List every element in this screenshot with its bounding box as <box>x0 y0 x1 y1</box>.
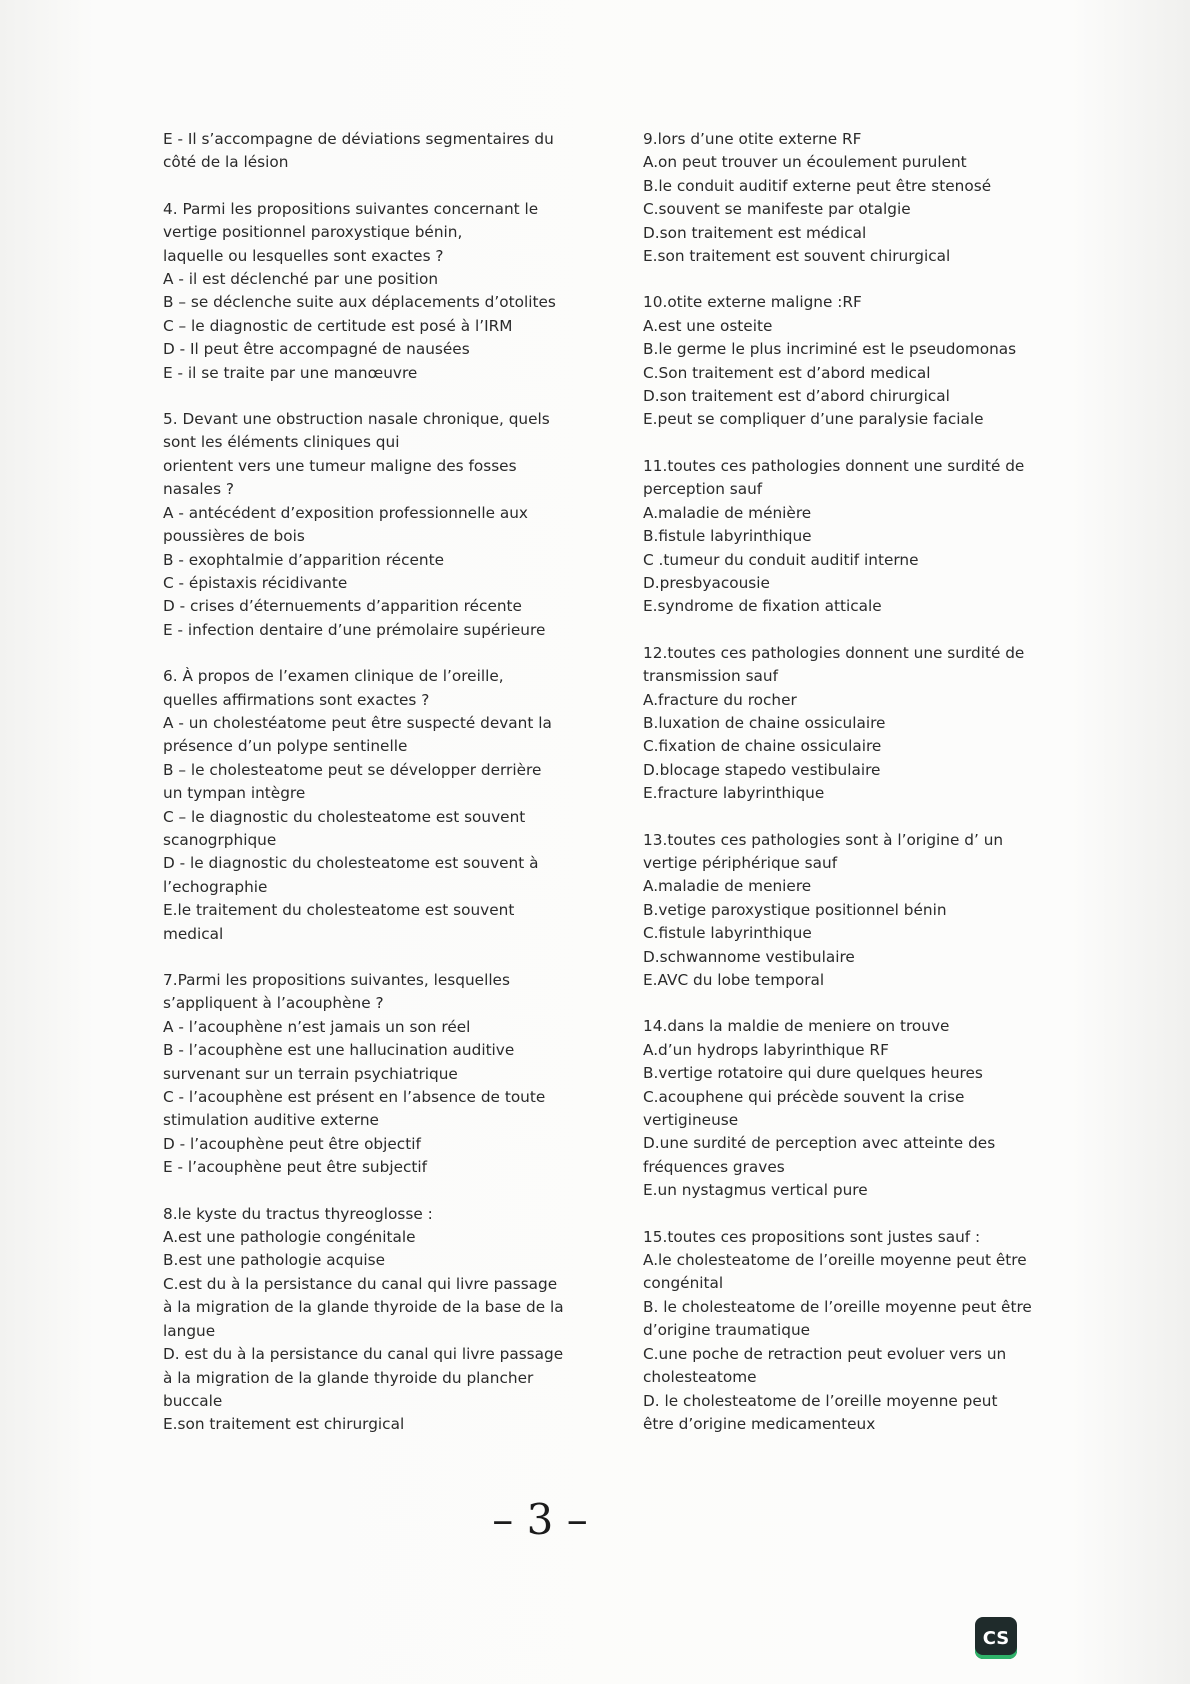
question-line: E.son traitement est chirurgical <box>163 1415 405 1434</box>
question-block-q11 <box>643 455 1053 619</box>
question-line: B.vetige paroxystique positionnel bénin <box>643 900 947 919</box>
question-block-q12 <box>643 642 1053 806</box>
question-line: A.maladie de meniere <box>643 877 812 896</box>
question-line: B.est une pathologie acquise <box>163 1251 386 1270</box>
question-line: E - infection dentaire d’une prémolaire supérieure <box>163 620 546 639</box>
question-block-q3-end <box>163 128 583 175</box>
question-line: orientent vers une tumeur maligne des fosses <box>163 456 517 475</box>
question-line: 7.Parmi les propositions suivantes, lesquelles <box>163 971 510 989</box>
question-line: scanogrphique <box>163 830 277 849</box>
question-line: B - exophtalmie d’apparition récente <box>163 550 445 569</box>
question-line: E.le traitement du cholesteatome est souvent <box>163 901 515 920</box>
question-line: nasales ? <box>163 480 235 499</box>
question-line: être d’origine medicamenteux <box>643 1414 876 1433</box>
question-line: vertige périphérique sauf <box>643 853 838 872</box>
question-line: 15.toutes ces propositions sont justes sauf : <box>643 1227 981 1246</box>
question-line: perception sauf <box>643 480 763 499</box>
question-line: 11.toutes ces pathologies donnent une surdité de <box>643 456 1025 475</box>
question-block-q6 <box>163 665 583 946</box>
question-line: D - Il peut être accompagné de nausées <box>163 340 470 359</box>
question-line: D. le cholesteatome de l’oreille moyenne peut <box>643 1391 998 1410</box>
question-line: E.fracture labyrinthique <box>643 784 825 803</box>
question-line: l’echographie <box>163 877 268 896</box>
left-column <box>163 128 583 1460</box>
question-line: d’origine traumatique <box>643 1321 811 1340</box>
question-line: présence d’un polype sentinelle <box>163 737 408 756</box>
question-line: B.vertige rotatoire qui dure quelques heures <box>643 1064 983 1083</box>
question-line: B - l’acouphène est une hallucination auditive <box>163 1041 515 1060</box>
question-line: B.luxation de chaine ossiculaire <box>643 713 886 732</box>
question-line: medical <box>163 924 224 943</box>
question-line: C .tumeur du conduit auditif interne <box>643 550 919 569</box>
question-line: C.souvent se manifeste par otalgie <box>643 200 911 219</box>
question-line: C.fistule labyrinthique <box>643 924 812 943</box>
question-line: C.est du à la persistance du canal qui livre passage <box>163 1274 558 1293</box>
question-line: survenant sur un terrain psychiatrique <box>163 1064 458 1083</box>
question-line: 12.toutes ces pathologies donnent une surdité de <box>643 643 1025 662</box>
question-line: quelles affirmations sont exactes ? <box>163 690 430 709</box>
question-line: sont les éléments cliniques qui <box>163 433 400 452</box>
question-line: D.son traitement est médical <box>643 223 867 242</box>
question-line: congénital <box>643 1274 724 1293</box>
question-block-q13 <box>643 829 1053 993</box>
question-block-q14 <box>643 1015 1053 1202</box>
question-line: à la migration de la glande thyroide de la base de la <box>163 1298 564 1317</box>
question-line: D.schwannome vestibulaire <box>643 947 855 966</box>
question-line: cholesteatome <box>643 1368 757 1387</box>
question-line: E.syndrome de fixation atticale <box>643 597 882 616</box>
question-line: C.une poche de retraction peut evoluer vers un <box>643 1344 1007 1363</box>
question-line: A.maladie de ménière <box>643 503 812 522</box>
camscanner-logo: CS <box>975 1617 1017 1659</box>
question-line: A - un cholestéatome peut être suspecté devant la <box>163 713 552 732</box>
question-line: transmission sauf <box>643 667 779 686</box>
question-line: A.le cholesteatome de l’oreille moyenne peut être <box>643 1251 1027 1270</box>
question-line: E.son traitement est souvent chirurgical <box>643 247 951 266</box>
question-line: A.est une pathologie congénitale <box>163 1228 416 1247</box>
question-line: B.le conduit auditif externe peut être stenosé <box>643 176 992 195</box>
question-line: 8.le kyste du tractus thyreoglosse : <box>163 1204 433 1223</box>
question-line: E - l’acouphène peut être subjectif <box>163 1158 428 1177</box>
question-line: 4. Parmi les propositions suivantes concernant le <box>163 199 539 218</box>
question-block-q7 <box>163 969 583 1180</box>
question-line: vertigineuse <box>643 1111 739 1130</box>
question-line: D - l’acouphène peut être objectif <box>163 1134 421 1153</box>
question-line: A - antécédent d’exposition professionnelle aux <box>163 503 528 522</box>
question-line: B.le germe le plus incriminé est le pseudomonas <box>643 340 1017 359</box>
question-line: B.fistule labyrinthique <box>643 527 812 546</box>
question-line: D - crises d’éternuements d’apparition récente <box>163 597 522 616</box>
question-line: buccale <box>163 1391 223 1410</box>
question-block-q10 <box>643 291 1053 431</box>
question-line: E.peut se compliquer d’une paralysie faciale <box>643 410 984 429</box>
question-line: D.presbyacousie <box>643 573 770 592</box>
question-line: D.une surdité de perception avec atteinte des <box>643 1134 996 1153</box>
question-line: vertige positionnel paroxystique bénin, <box>163 223 463 242</box>
page-number: – 3 – <box>492 1495 588 1544</box>
question-line: 6. À propos de l’examen clinique de l’oreille, <box>163 667 504 686</box>
question-line: C - l’acouphène est présent en l’absence de toute <box>163 1088 546 1107</box>
question-line: D. est du à la persistance du canal qui livre passage <box>163 1345 564 1364</box>
question-line: B. le cholesteatome de l’oreille moyenne peut être <box>643 1297 1032 1316</box>
question-line: A - il est déclenché par une position <box>163 270 439 289</box>
question-line: C – le diagnostic du cholesteatome est souvent <box>163 807 526 826</box>
question-line: C.acouphene qui précède souvent la crise <box>643 1087 965 1106</box>
question-line: côté de la lésion <box>163 153 289 172</box>
question-line: 14.dans la maldie de meniere on trouve <box>643 1017 950 1036</box>
question-line: C.fixation de chaine ossiculaire <box>643 737 882 756</box>
question-line: C – le diagnostic de certitude est posé à l’IRM <box>163 316 513 335</box>
question-line: D.son traitement est d’abord chirurgical <box>643 387 950 406</box>
question-line: fréquences graves <box>643 1157 785 1176</box>
question-line: D.blocage stapedo vestibulaire <box>643 760 881 779</box>
right-column <box>643 128 1053 1459</box>
question-block-q4 <box>163 198 583 385</box>
question-line: A.d’un hydrops labyrinthique RF <box>643 1040 889 1059</box>
question-line: s’appliquent à l’acouphène ? <box>163 994 384 1013</box>
question-line: langue <box>163 1321 216 1340</box>
question-line: 9.lors d’une otite externe RF <box>643 130 862 148</box>
question-line: B – le cholesteatome peut se développer derrière <box>163 760 542 779</box>
question-line: A.on peut trouver un écoulement purulent <box>643 153 967 172</box>
question-line: A.fracture du rocher <box>643 690 797 709</box>
question-line: D - le diagnostic du cholesteatome est souvent à <box>163 854 539 873</box>
question-line: 13.toutes ces pathologies sont à l’origine d’ un <box>643 830 1004 849</box>
question-block-q8 <box>163 1203 583 1437</box>
question-line: stimulation auditive externe <box>163 1111 379 1130</box>
question-line: B – se déclenche suite aux déplacements d’otolites <box>163 293 556 312</box>
question-line: poussières de bois <box>163 527 305 546</box>
question-line: E.AVC du lobe temporal <box>643 971 825 989</box>
question-line: E.un nystagmus vertical pure <box>643 1181 868 1200</box>
question-block-q15 <box>643 1226 1053 1437</box>
question-line: 5. Devant une obstruction nasale chronique, quels <box>163 410 550 429</box>
question-line: C - épistaxis récidivante <box>163 573 348 592</box>
question-line: laquelle ou lesquelles sont exactes ? <box>163 246 444 265</box>
question-line: 10.otite externe maligne :RF <box>643 293 862 312</box>
question-line: à la migration de la glande thyroide du plancher <box>163 1368 534 1387</box>
question-line: E - il se traite par une manœuvre <box>163 363 418 382</box>
question-line: A.est une osteite <box>643 316 773 335</box>
question-block-q5 <box>163 408 583 642</box>
question-block-q9 <box>643 128 1053 268</box>
question-line: C.Son traitement est d’abord medical <box>643 363 931 382</box>
question-line: E - Il s’accompagne de déviations segmentaires du <box>163 130 554 148</box>
question-line: A - l’acouphène n’est jamais un son réel <box>163 1017 471 1036</box>
question-line: un tympan intègre <box>163 784 306 803</box>
